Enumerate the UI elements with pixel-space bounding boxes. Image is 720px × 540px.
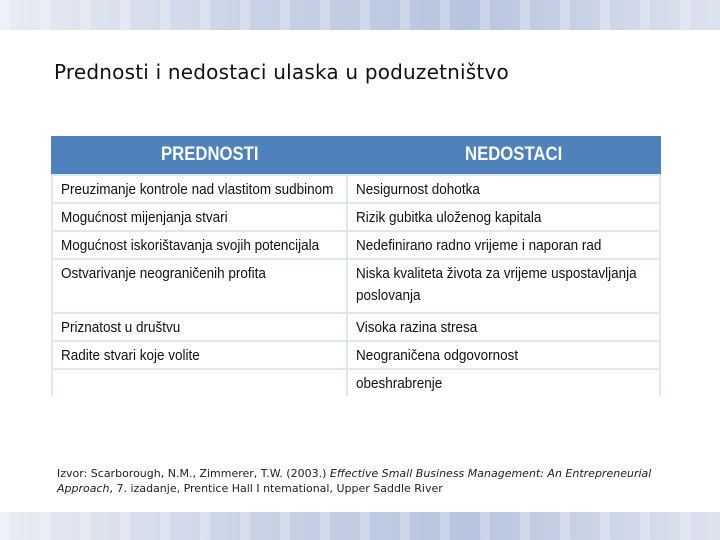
disadvantage-cell: Visoka razina stresa (348, 314, 659, 340)
table-row (51, 232, 661, 258)
header-disadvantages: NEDOSTACI (465, 144, 563, 165)
disadvantage-cell: Niska kvaliteta života za vrijeme uspostavljanja poslovanja (348, 260, 659, 312)
disadvantage-cell: Nesigurnost dohotka (348, 176, 659, 202)
bottom-decorative-band (0, 512, 720, 540)
citation-authors: Izvor: Scarborough, N.M., Zimmerer, T.W. (2003.) (57, 467, 330, 480)
disadvantage-cell: Rizik gubitka uloženog kapitala (348, 204, 659, 230)
table-row (51, 314, 661, 340)
disadvantage-cell: Neograničena odgovornost (348, 342, 659, 368)
slide-title: Prednosti i nedostaci ulaska u poduzetništvo (54, 60, 509, 84)
advantages-disadvantages-table (51, 136, 661, 396)
top-band-stripes (0, 0, 720, 30)
table-row (51, 342, 661, 368)
disadvantage-cell: obeshrabrenje (348, 370, 659, 396)
table-row (51, 204, 661, 230)
source-citation (57, 466, 697, 496)
advantage-cell: Mogućnost iskorištavanja svojih potencijala (53, 232, 346, 258)
table-row (51, 260, 661, 312)
bottom-band-stripes (0, 512, 720, 540)
citation-book-title: Effective Small Business Management: An Entrepreneurial Approach (57, 467, 652, 495)
advantage-cell: Ostvarivanje neograničenih profita (53, 260, 346, 312)
disadvantage-cell: Nedefinirano radno vrijeme i naporan rad (348, 232, 659, 258)
table-row (51, 176, 661, 202)
header-advantages: PREDNOSTI (161, 144, 259, 165)
advantage-cell: Preuzimanje kontrole nad vlastitom sudbinom (53, 176, 346, 202)
advantage-cell (53, 370, 346, 396)
table-row (51, 370, 661, 396)
advantage-cell: Mogućnost mijenjanja stvari (53, 204, 346, 230)
advantage-cell: Radite stvari koje volite (53, 342, 346, 368)
table-header (51, 136, 661, 174)
citation-publisher: , 7. izadanje, Prentice Hall I ntemational, Upper Saddle River (109, 482, 443, 495)
advantage-cell: Priznatost u društvu (53, 314, 346, 340)
top-decorative-band (0, 0, 720, 30)
